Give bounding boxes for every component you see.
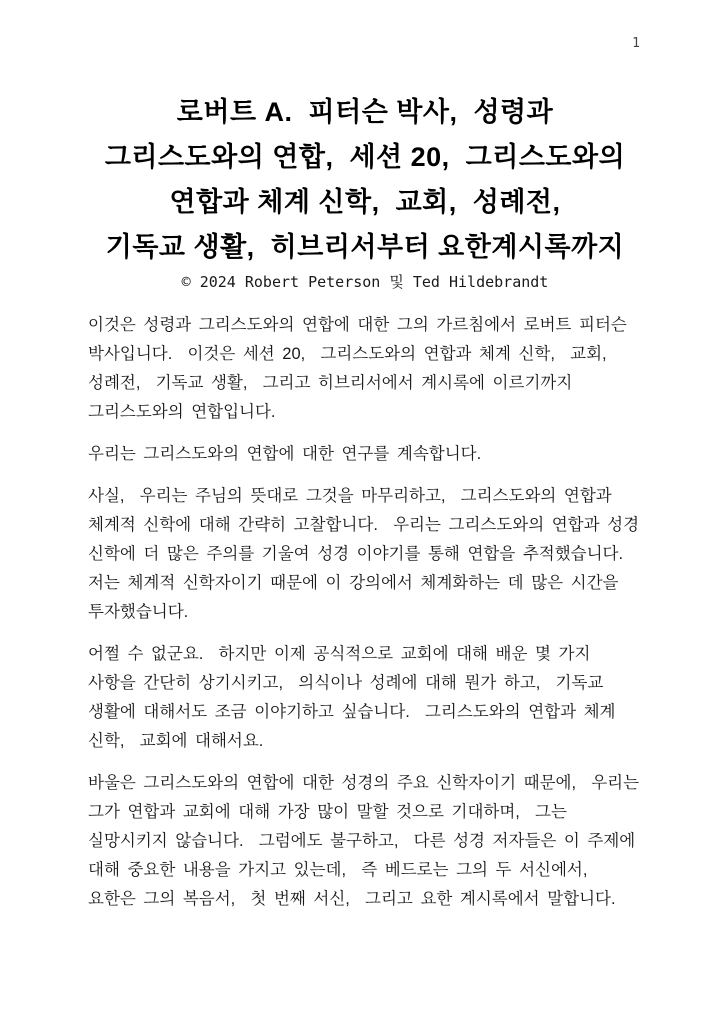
document-body	[88, 311, 642, 914]
paragraph	[88, 311, 642, 427]
paragraph-line: 그가 연합과 교회에 대해 가장 많이 말할 것으로 기대하며, 그는	[88, 803, 567, 821]
paragraph-line: 사실, 우리는 주님의 뜻대로 그것을 마무리하고, 그리스도와의 연합과	[88, 487, 612, 505]
paragraph-line: 생활에 대해서도 조금 이야기하고 싶습니다. 그리스도와의 연합과 체계	[88, 703, 616, 721]
page-number: 1	[632, 36, 640, 51]
paragraph-line: 체계적 신학에 대해 간략히 고찰합니다. 우리는 그리스도와의 연합과 성경	[88, 516, 640, 534]
paragraph-line: 바울은 그리스도와의 연합에 대한 성경의 주요 신학자이기 때문에, 우리는	[88, 774, 640, 792]
title-line: 기독교 생활, 히브리서부터 요한계시록까지	[105, 232, 625, 262]
title-line: 로버트 A. 피터슨 박사, 성령과	[176, 97, 554, 127]
copyright-line: © 2024 Robert Peterson 및 Ted Hildebrandt	[181, 273, 549, 291]
paragraph-line: 신학, 교회에 대해서요.	[88, 732, 264, 750]
paragraph	[88, 440, 642, 469]
paragraph-line: 박사입니다. 이것은 세션 20, 그리스도와의 연합과 체계 신학, 교회,	[88, 345, 607, 363]
paragraph-line: 실망시키지 않습니다. 그럼에도 불구하고, 다른 성경 저자들은 이 주제에	[88, 832, 636, 850]
paragraph	[88, 769, 642, 914]
paragraph-line: 어쩔 수 없군요. 하지만 이제 공식적으로 교회에 대해 배운 몇 가지	[88, 645, 591, 663]
paragraph-line: 투자했습니다.	[88, 603, 189, 621]
paragraph	[88, 640, 642, 756]
paragraph-line: 대해 중요한 내용을 가지고 있는데, 즉 베드로는 그의 두 서신에서,	[88, 861, 588, 879]
paragraph-line: 사항을 간단히 상기시키고, 의식이나 성례에 대해 뭔가 하고, 기독교	[88, 674, 604, 692]
paragraph-line: 요한은 그의 복음서, 첫 번째 서신, 그리고 요한 계시록에서 말합니다.	[88, 890, 616, 908]
paragraph	[88, 482, 642, 627]
paragraph-line: 성례전, 기독교 생활, 그리고 히브리서에서 계시록에 이르기까지	[88, 374, 573, 392]
title-line: 연합과 체계 신학, 교회, 성례전,	[169, 187, 561, 217]
paragraph-line: 저는 체계적 신학자이기 때문에 이 강의에서 체계화하는 데 많은 시간을	[88, 574, 619, 592]
document-title	[88, 90, 642, 270]
title-line: 그리스도와의 연합, 세션 20, 그리스도와의	[104, 142, 626, 172]
paragraph-line: 우리는 그리스도와의 연합에 대한 연구를 계속합니다.	[88, 445, 482, 463]
paragraph-line: 그리스도와의 연합입니다.	[88, 403, 276, 421]
paragraph-line: 이것은 성령과 그리스도와의 연합에 대한 그의 가르침에서 로버트 피터슨	[88, 316, 627, 334]
paragraph-line: 신학에 더 많은 주의를 기울여 성경 이야기를 통해 연합을 추적했습니다.	[88, 545, 624, 563]
